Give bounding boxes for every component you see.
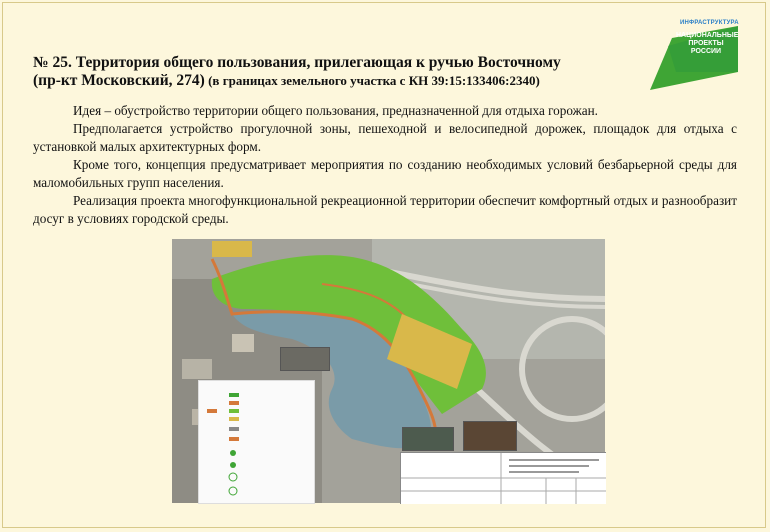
paragraph-accessibility: Кроме того, концепция предусматривает мероприятия по созданию необходимых условий безбарьерной среды для маломобильных групп населения. <box>33 157 737 190</box>
title-line-1: № 25. Территория общего пользования, прилегающая к ручью Восточному <box>33 54 561 71</box>
map-legend <box>198 380 315 504</box>
photo-tunnel <box>463 421 517 451</box>
title-cadastral: (в границах земельного участка с КН 39:15:133406:2340) <box>204 73 540 88</box>
title-address: (пр-кт Московский, 274) <box>33 72 205 89</box>
title-line-2 <box>33 72 633 90</box>
logo-caption: ИНФРАСТРУКТУРА <box>680 20 739 26</box>
description-text <box>33 102 737 228</box>
legend-swatches <box>199 381 314 503</box>
paragraph-planned: Предполагается устройство прогулочной зоны, пешеходной и велосипедной дорожек, площадок для отдыха с установкой малых архитектурных форм. <box>33 121 737 154</box>
photo-park <box>402 427 454 451</box>
drawing-title-block <box>400 452 606 504</box>
paragraph-result: Реализация проекта многофункциональной рекреационной территории обеспечит комфортный отдых и разнообразит досуг в условиях городской среды. <box>33 193 737 226</box>
logo-text: НАЦИОНАЛЬНЫЕ ПРОЕКТЫ РОССИИ <box>676 32 739 55</box>
photo-pier <box>280 347 330 371</box>
paragraph-idea: Идея – обустройство территории общего пользования, предназначенной для отдыха горожан. <box>73 103 598 118</box>
page-title <box>33 54 633 90</box>
title-block-grid <box>401 453 606 504</box>
